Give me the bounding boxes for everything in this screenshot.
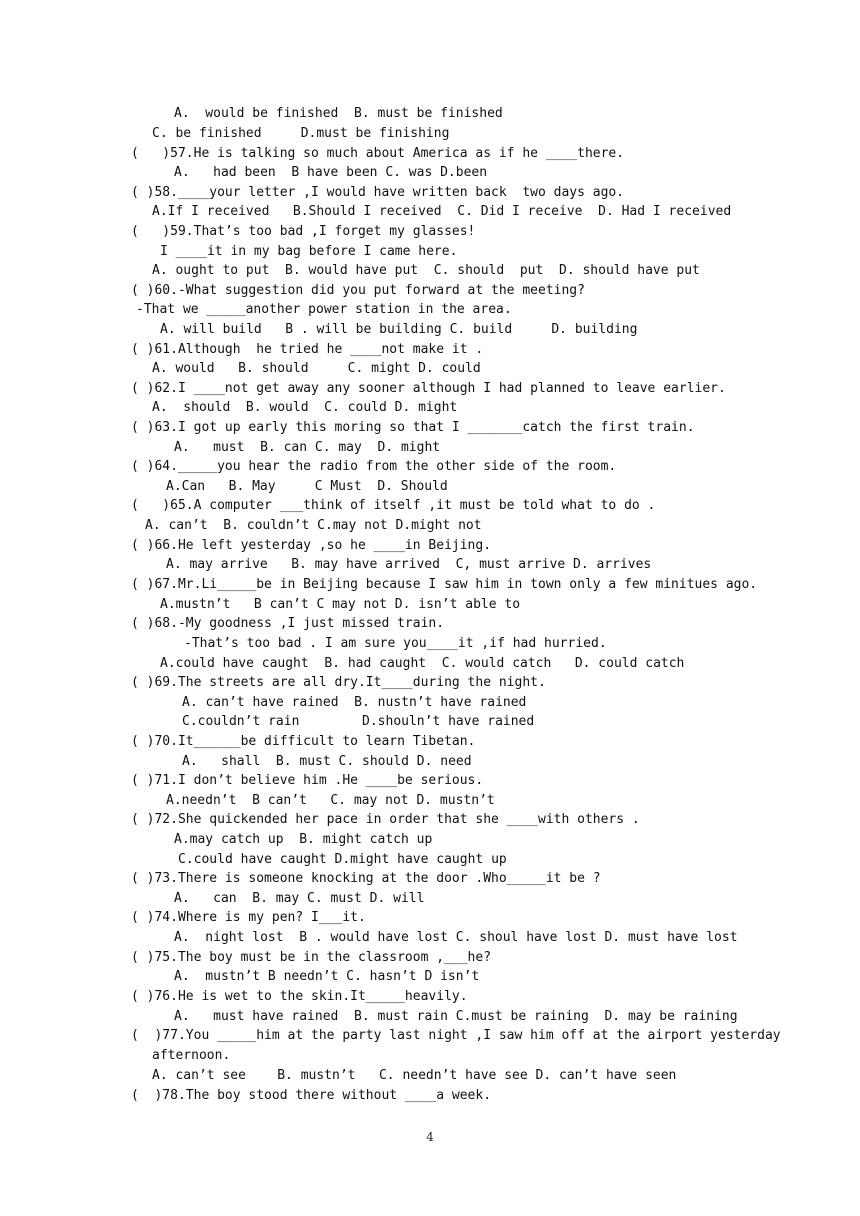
question-67: ( )67.Mr.Li_____be in Beijing because I saw him in town only a few minitues ago. [131, 577, 758, 592]
question-66: ( )66.He left yesterday ,so he ____in Beijing. [131, 538, 492, 553]
options-76: A. must have rained B. must rain C.must be raining D. may be raining [174, 1009, 738, 1024]
question-74: ( )74.Where is my pen? I___it. [131, 910, 366, 925]
options-72-a-b: A.may catch up B. might catch up [174, 832, 433, 847]
question-68: ( )68.-My goodness ,I just missed train. [131, 616, 445, 631]
options-77: A. can’t see B. mustn’t C. needn’t have see D. can’t have seen [152, 1068, 677, 1083]
options-73: A. can B. may C. must D. will [174, 891, 425, 906]
question-70: ( )70.It______be difficult to learn Tibetan. [131, 734, 476, 749]
question-59: ( )59.That’s too bad ,I forget my glasses! [131, 224, 476, 239]
question-60-line-2: -That we _____another power station in the area. [136, 302, 512, 317]
options-71: A.needn’t B can’t C. may not D. mustn’t [166, 793, 495, 808]
page-number: 4 [426, 1130, 434, 1144]
question-64: ( )64._____you hear the radio from the other side of the room. [131, 459, 617, 474]
question-63: ( )63.I got up early this moring so that I _______catch the first train. [131, 420, 695, 435]
options-60: A. will build B . will be building C. build D. building [160, 322, 638, 337]
question-77-line-2: afternoon. [152, 1048, 231, 1063]
line-56-options-c-d: C. be finished D.must be finishing [152, 126, 450, 141]
question-75: ( )75.The boy must be in the classroom ,___he? [131, 950, 492, 965]
question-71: ( )71.I don’t believe him .He ____be serious. [131, 773, 484, 788]
question-76: ( )76.He is wet to the skin.It_____heavily. [131, 989, 468, 1004]
options-69-a-b: A. can’t have rained B. nustn’t have rained [182, 695, 527, 710]
question-68-line-2: -That’s too bad . I am sure you____it ,if had hurried. [184, 636, 607, 651]
options-66: A. may arrive B. may have arrived C, must arrive D. arrives [166, 557, 652, 572]
question-72: ( )72.She quickended her pace in order that she ____with others . [131, 812, 640, 827]
question-58: ( )58.____your letter ,I would have written back two days ago. [131, 185, 625, 200]
options-65: A. can’t B. couldn’t C.may not D.might not [145, 518, 482, 533]
question-59-line-2: I ____it in my bag before I came here. [160, 244, 458, 259]
options-64: A.Can B. May C Must D. Should [166, 479, 448, 494]
question-62: ( )62.I ____not get away any sooner although I had planned to leave earlier. [131, 381, 726, 396]
options-63: A. must B. can C. may D. might [174, 440, 441, 455]
line-56-options-a-b: A. would be finished B. must be finished [174, 106, 503, 121]
options-70: A. shall B. must C. should D. need [182, 754, 472, 769]
options-58: A.If I received B.Should I received C. Did I receive D. Had I received [152, 204, 732, 219]
options-69-c-d: C.couldn’t rain D.shouln’t have rained [182, 714, 535, 729]
options-72-c-d: C.could have caught D.might have caught up [178, 852, 507, 867]
options-68: A.could have caught B. had caught C. would catch D. could catch [160, 656, 685, 671]
options-57: A. had been B have been C. was D.been [174, 165, 488, 180]
options-74: A. night lost B . would have lost C. shoul have lost D. must have lost [174, 930, 738, 945]
question-69: ( )69.The streets are all dry.It____during the night. [131, 675, 546, 690]
question-77: ( )77.You _____him at the party last night ,I saw him off at the airport yesterday [131, 1028, 781, 1043]
question-73: ( )73.There is someone knocking at the door .Who_____it be ? [131, 871, 601, 886]
question-78: ( )78.The boy stood there without ____a week. [131, 1088, 492, 1103]
options-75: A. mustn’t B needn’t C. hasn’t D isn’t [174, 969, 480, 984]
options-59: A. ought to put B. would have put C. should put D. should have put [152, 263, 700, 278]
options-61: A. would B. should C. might D. could [152, 361, 481, 376]
question-60: ( )60.-What suggestion did you put forward at the meeting? [131, 283, 585, 298]
question-61: ( )61.Although he tried he ____not make it . [131, 342, 484, 357]
options-67: A.mustn’t B can’t C may not D. isn’t able to [160, 597, 521, 612]
question-65: ( )65.A computer ___think of itself ,it must be told what to do . [131, 498, 656, 513]
question-57: ( )57.He is talking so much about America as if he ____there. [131, 146, 625, 161]
options-62: A. should B. would C. could D. might [152, 400, 458, 415]
